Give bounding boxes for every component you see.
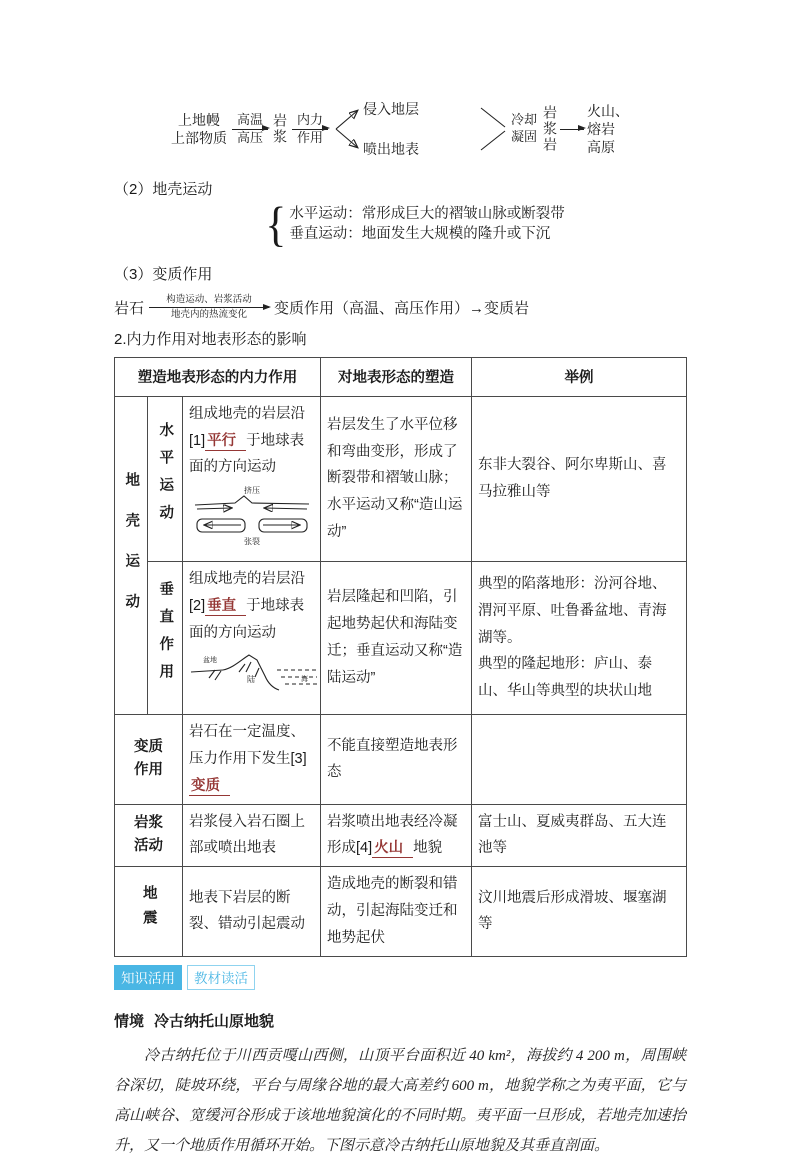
answer-blank-3: 变质 <box>189 778 230 796</box>
formula-result: 变质作用（高温、高压作用）→变质岩 <box>274 300 530 318</box>
cell-magmatism-label <box>115 804 183 867</box>
crustal-brace-block <box>144 197 686 252</box>
result-line1: 火山、 <box>587 102 629 119</box>
vertical-action-label: 垂直作用 <box>157 581 174 692</box>
flow-source-line2: 上部物质 <box>170 130 227 146</box>
metamorphism-label: 变质作用 <box>134 739 163 779</box>
arrow-label-bottom: 高压 <box>236 129 263 145</box>
flow-branch <box>333 96 511 162</box>
sea-label: 海 <box>301 676 308 684</box>
condition-arrow <box>147 294 271 322</box>
uplift-diagram <box>189 650 314 710</box>
arrow-label-bottom: 作用 <box>296 129 323 145</box>
heading-metamorphism: （3）变质作用 <box>114 266 213 283</box>
scenario-title: 冷古纳托山原地貌 <box>154 1012 275 1030</box>
desc-pre: 岩石在一定温度、压力作用下发生[3] <box>189 724 307 767</box>
flow-source <box>171 111 227 147</box>
table-header-row <box>115 357 687 396</box>
arrow-heat-pressure <box>230 113 270 146</box>
flow-magma: 岩浆 <box>271 113 288 145</box>
cell-horizontal-label <box>148 396 183 561</box>
earthquake-label: 地震 <box>140 884 157 934</box>
condition-top-label: 构造运动、岩浆活动 <box>166 294 252 305</box>
land-label: 陆 <box>247 675 255 685</box>
scenario-label: 情境 <box>114 1012 145 1030</box>
condition-bottom-label: 地壳内的热流变化 <box>171 309 248 321</box>
cooling-line2: 凝固 <box>510 129 537 144</box>
cell-horizontal-desc <box>183 396 321 561</box>
result-line3: 高原 <box>587 139 615 156</box>
flow-source-line1: 上地幔 <box>177 111 220 128</box>
cell-earthquake-label <box>115 867 183 956</box>
arrow-label-top: 高温 <box>236 111 263 127</box>
internal-forces-table <box>114 357 687 957</box>
arrow-label-top: 内力 <box>296 111 323 127</box>
section-badges <box>114 965 686 990</box>
answer-blank-2: 垂直 <box>205 598 246 616</box>
cell-vertical-label <box>148 561 183 714</box>
cell-earthquake-desc: 地表下岩层的断裂、错动引起震动 <box>183 867 321 956</box>
heading-crustal-movement: （2）地壳运动 <box>114 181 213 198</box>
squeeze-label: 挤压 <box>244 486 260 496</box>
horizontal-movement-label: 水平运动 <box>157 421 174 532</box>
cell-metamorphism-desc <box>183 715 321 804</box>
brace-icon: { <box>265 197 287 252</box>
table-row-magmatism <box>115 804 687 867</box>
magmatism-label: 岩浆活动 <box>134 815 163 855</box>
cell-vertical-example <box>472 561 687 714</box>
arrow-icon <box>560 129 584 130</box>
cell-magmatism-example: 富士山、夏威夷群岛、五大连池等 <box>472 804 687 867</box>
cell-earthquake-shaping: 造成地壳的断裂和错动，引起海陆变迁和地势起伏 <box>321 867 472 956</box>
table-row-vertical <box>115 561 687 714</box>
brace-line-vertical: 垂直运动：地面发生大规模的隆升或下沉 <box>289 226 551 242</box>
branch-top-label: 侵入地层 <box>362 101 419 117</box>
cell-metamorphism-shaping: 不能直接塑造地表形态 <box>321 715 472 804</box>
header-example: 举例 <box>472 357 687 396</box>
result-line2: 熔岩 <box>587 120 615 137</box>
cell-magmatism-shaping <box>321 804 472 867</box>
table-row-horizontal <box>115 396 687 561</box>
flow-result <box>587 102 629 157</box>
scenario-paragraph: 冷古纳托位于川西贡嘎山西侧，山顶平台面积近 40 km²，海拔约 4 200 m，周围峡谷深切，陡坡环绕，平台与周缘谷地的最大高差约 600 m，地貌学称之为夷平面，它与高山峡谷、宽缓河谷形成于该地地貌演化的不同时期。夷平面一旦形成，若地壳加速抬升，又一个地质作用循环开始。下图示意冷古纳托山原地貌及其垂直剖面。 <box>114 1047 686 1154</box>
header-shaping: 对地表形态的塑造 <box>321 357 472 396</box>
cell-crustal-label <box>115 396 148 715</box>
cooling-line1: 冷却 <box>510 112 537 128</box>
cell-metamorphism-label <box>115 715 183 804</box>
cell-horizontal-example: 东非大裂谷、阿尔卑斯山、喜马拉雅山等 <box>472 396 687 561</box>
branch-arrows-icon <box>333 96 511 162</box>
arrow-shaft-icon <box>149 307 269 308</box>
flow-cooling <box>511 112 537 146</box>
answer-blank-1: 平行 <box>205 433 246 451</box>
desc-post: 于地球表面的方向运动 <box>189 597 305 641</box>
flow-igneous-rock: 岩浆岩 <box>542 105 558 153</box>
arrow-internal-force <box>290 113 330 146</box>
metamorphism-formula <box>114 294 686 322</box>
magma-flow-diagram <box>114 96 686 162</box>
answer-blank-4: 火山 <box>372 840 413 858</box>
squeeze-rift-icon <box>189 485 315 547</box>
table-row-earthquake <box>115 867 687 956</box>
desc-pre: 组成地壳的岩层沿[2] <box>189 570 305 614</box>
cell-vertical-shaping: 岩层隆起和凹陷，引起地势起伏和海陆变迁；垂直运动又称“造陆运动” <box>321 561 472 714</box>
brace-line-horizontal: 水平运动：常形成巨大的褶皱山脉或断裂带 <box>289 206 565 223</box>
arrow-shaft-icon <box>232 129 268 130</box>
heading-influence: 2.内力作用对地表形态的影响 <box>114 330 307 348</box>
scenario-heading <box>114 1010 686 1031</box>
squeeze-rift-diagram <box>189 485 314 557</box>
cell-horizontal-shaping: 岩层发生了水平位移和弯曲变形，形成了断裂带和褶皱山脉；水平运动又称“造山运动” <box>321 396 472 561</box>
header-internal-force: 塑造地表形态的内力作用 <box>115 357 321 396</box>
uplift-icon <box>189 650 319 700</box>
shaping-post: 地貌 <box>413 840 443 857</box>
badge-textbook-read: 教材读活 <box>187 965 255 990</box>
branch-bottom-label: 喷出地表 <box>362 141 419 157</box>
example-subsidence: 典型的陷落地形：汾河谷地、渭河平原、吐鲁番盆地、青海湖等。 <box>478 576 667 646</box>
desc-post: 于地球表面的方向运动 <box>189 432 305 476</box>
shaping-pre: 岩浆喷出地表经冷凝形成[4] <box>327 813 458 857</box>
badge-knowledge-use: 知识活用 <box>114 965 182 990</box>
cell-magmatism-desc: 岩浆侵入岩石圈上部或喷出地表 <box>183 804 321 867</box>
formula-rock: 岩石 <box>114 300 145 318</box>
desc-pre: 组成地壳的岩层沿[1] <box>189 405 305 449</box>
basin-label: 盆地 <box>203 657 217 665</box>
rift-label: 张裂 <box>244 537 260 547</box>
cell-vertical-desc <box>183 561 321 714</box>
cell-earthquake-example: 汶川地震后形成滑坡、堰塞湖等 <box>472 867 687 956</box>
cell-metamorphism-example <box>472 715 687 804</box>
arrow-shaft-icon <box>292 129 328 130</box>
crustal-movement-label: 地壳运动 <box>123 472 140 635</box>
table-row-metamorphism <box>115 715 687 804</box>
example-uplift: 典型的隆起地形：庐山、泰山、华山等典型的块状山地 <box>478 656 652 700</box>
